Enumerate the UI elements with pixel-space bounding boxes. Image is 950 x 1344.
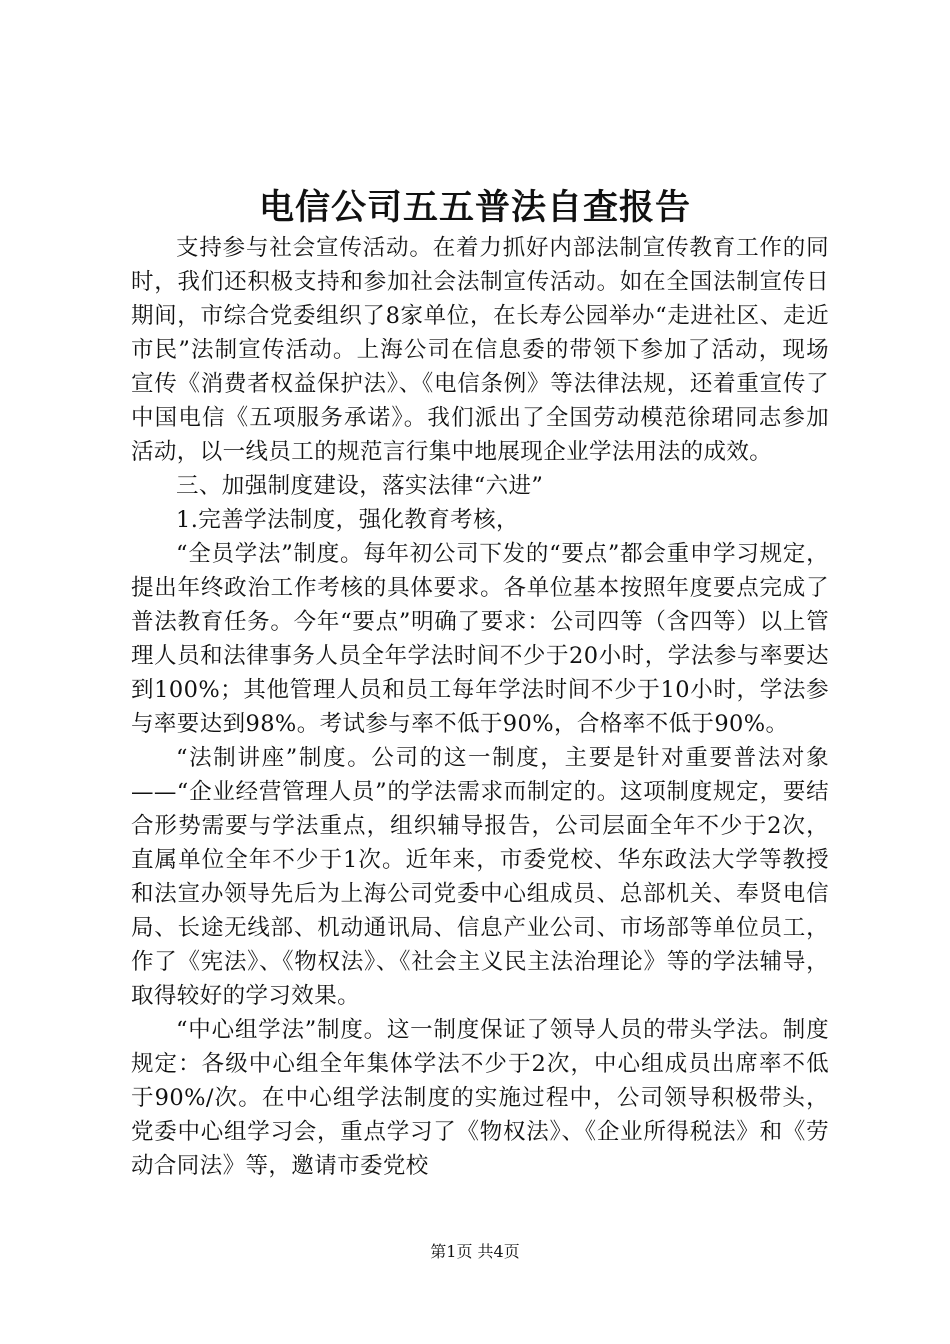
paragraph-social-publicity: 支持参与社会宣传活动。在着力抓好内部法制宣传教育工作的同时，我们还积极支持和参加社会法制宣传活动。如在全国法制宣传日期间，市综合党委组织了8家单位，在长寿公园举办“走进社区、走近市民”法制宣传活动。上海公司在信息委的带领下参加了活动，现场宣传《消费者权益保护法》、《电信条例》等法律法规，还着重宣传了中国电信《五项服务承诺》。我们派出了全国劳动模范徐珺同志参加活动，以一线员工的规范言行集中地展现企业学法用法的成效。 [131, 235, 829, 465]
paragraph-all-staff-study: “全员学法”制度。每年初公司下发的“要点”都会重申学习规定，提出年终政治工作考核的具体要求。各单位基本按照年度要点完成了普法教育任务。今年“要点”明确了要求：公司四等（含四等）以上管理人员和法律事务人员全年学法时间不少于20小时，学法参与率要达到100%；其他管理人员和员工每年学法时间不少于10小时，学法参与率要达到98%。考试参与率不低于90%，合格率不低于90%。 [131, 541, 829, 737]
paragraph-legal-lecture: “法制讲座”制度。公司的这一制度，主要是针对重要普法对象——“企业经营管理人员”的学法需求而制定的。这项制度规定，要结合形势需要与学法重点，组织辅导报告，公司层面全年不少于2次，直属单位全年不少于1次。近年来，市委党校、华东政法大学等教授和法宣办领导先后为上海公司党委中心组成员、总部机关、奉贤电信局、长途无线部、机动通讯局、信息产业公司、市场部等单位员工，作了《宪法》、《物权法》、《社会主义民主法治理论》等的学法辅导，取得较好的学习效果。 [131, 745, 829, 1009]
section-heading-3: 三、加强制度建设，落实法律“六进” [176, 473, 544, 499]
document-title: 电信公司五五普法自查报告 [258, 187, 691, 228]
subsection-heading-1: 1.完善学法制度，强化教育考核， [176, 507, 519, 533]
document-body [131, 231, 829, 1183]
paragraph-central-group-study: “中心组学法”制度。这一制度保证了领导人员的带头学法。制度规定：各级中心组全年集体学法不少于2次，中心组成员出席率不低于90%/次。在中心组学法制度的实施过程中，公司领导积极带头，党委中心组学习会，重点学习了《物权法》、《企业所得税法》和《劳动合同法》等，邀请市委党校 [131, 1017, 829, 1179]
page-number-footer: 第1页 共4页 [430, 1242, 520, 1261]
